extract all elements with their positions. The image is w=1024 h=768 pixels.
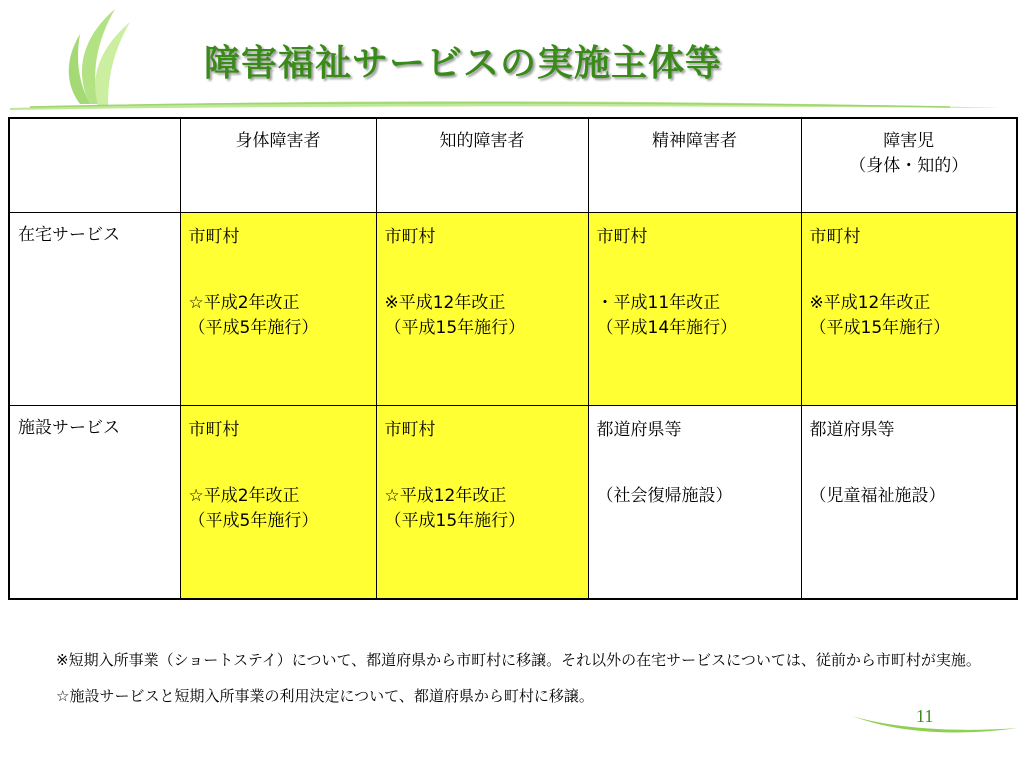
table-row [9, 212, 1017, 405]
cell-main: 都道府県等 [809, 419, 895, 440]
cell-detail: ☆平成12年改正 [384, 485, 507, 506]
cell-detail: （社会復帰施設） [596, 485, 733, 506]
cell-detail: ※平成12年改正 [384, 292, 506, 313]
cell-main: 市町村 [188, 419, 240, 440]
cell-main: 市町村 [809, 226, 861, 247]
cell-detail: ※平成12年改正 [809, 292, 931, 313]
table-cell [180, 405, 376, 599]
cell-detail: ・平成11年改正 [596, 292, 721, 313]
header-cell-physical: 身体障害者 [180, 118, 376, 212]
page-number: 11 [916, 706, 934, 726]
cell-detail: （平成15年施行） [384, 510, 526, 531]
cell-detail: （平成5年施行） [188, 510, 319, 531]
cell-detail: （平成14年施行） [596, 317, 738, 338]
cell-detail: （平成5年施行） [188, 317, 319, 338]
footnote-short-stay: ※短期入所事業（ショートステイ）について、都道府県から市町村に移譲。それ以外の在宅サービスについては、従前から市町村が実施。 [56, 651, 981, 669]
row-label-home-service: 在宅サービス [9, 212, 180, 405]
cell-detail: （平成15年施行） [809, 317, 951, 338]
table-cell [801, 405, 1017, 599]
table-cell [588, 405, 801, 599]
header-cell-children: 障害児 （身体・知的） [801, 118, 1017, 212]
header-cell-mental: 精神障害者 [588, 118, 801, 212]
table-header-row [9, 118, 1017, 212]
cell-detail: ☆平成2年改正 [188, 485, 300, 506]
cell-main: 市町村 [384, 226, 436, 247]
table-cell [376, 405, 588, 599]
row-label-facility-service: 施設サービス [9, 405, 180, 599]
cell-detail: （児童福祉施設） [809, 485, 946, 506]
footnotes [56, 648, 986, 708]
cell-detail: ☆平成2年改正 [188, 292, 300, 313]
table-cell [588, 212, 801, 405]
page-title: 障害福祉サービスの実施主体等 [204, 43, 723, 84]
cell-main: 市町村 [188, 226, 240, 247]
table-cell [376, 212, 588, 405]
cell-detail: （平成15年施行） [384, 317, 526, 338]
footnote-facility: ☆施設サービスと短期入所事業の利用決定について、都道府県から町村に移譲。 [56, 687, 594, 705]
cell-main: 市町村 [596, 226, 648, 247]
cell-main: 市町村 [384, 419, 436, 440]
title-underline-decoration [0, 96, 1024, 118]
table-cell [180, 212, 376, 405]
table-cell [801, 212, 1017, 405]
header-cell-intellectual: 知的障害者 [376, 118, 588, 212]
responsibility-table [8, 117, 1018, 600]
cell-main: 都道府県等 [596, 419, 682, 440]
table-row [9, 405, 1017, 599]
header-cell-empty [9, 118, 180, 212]
